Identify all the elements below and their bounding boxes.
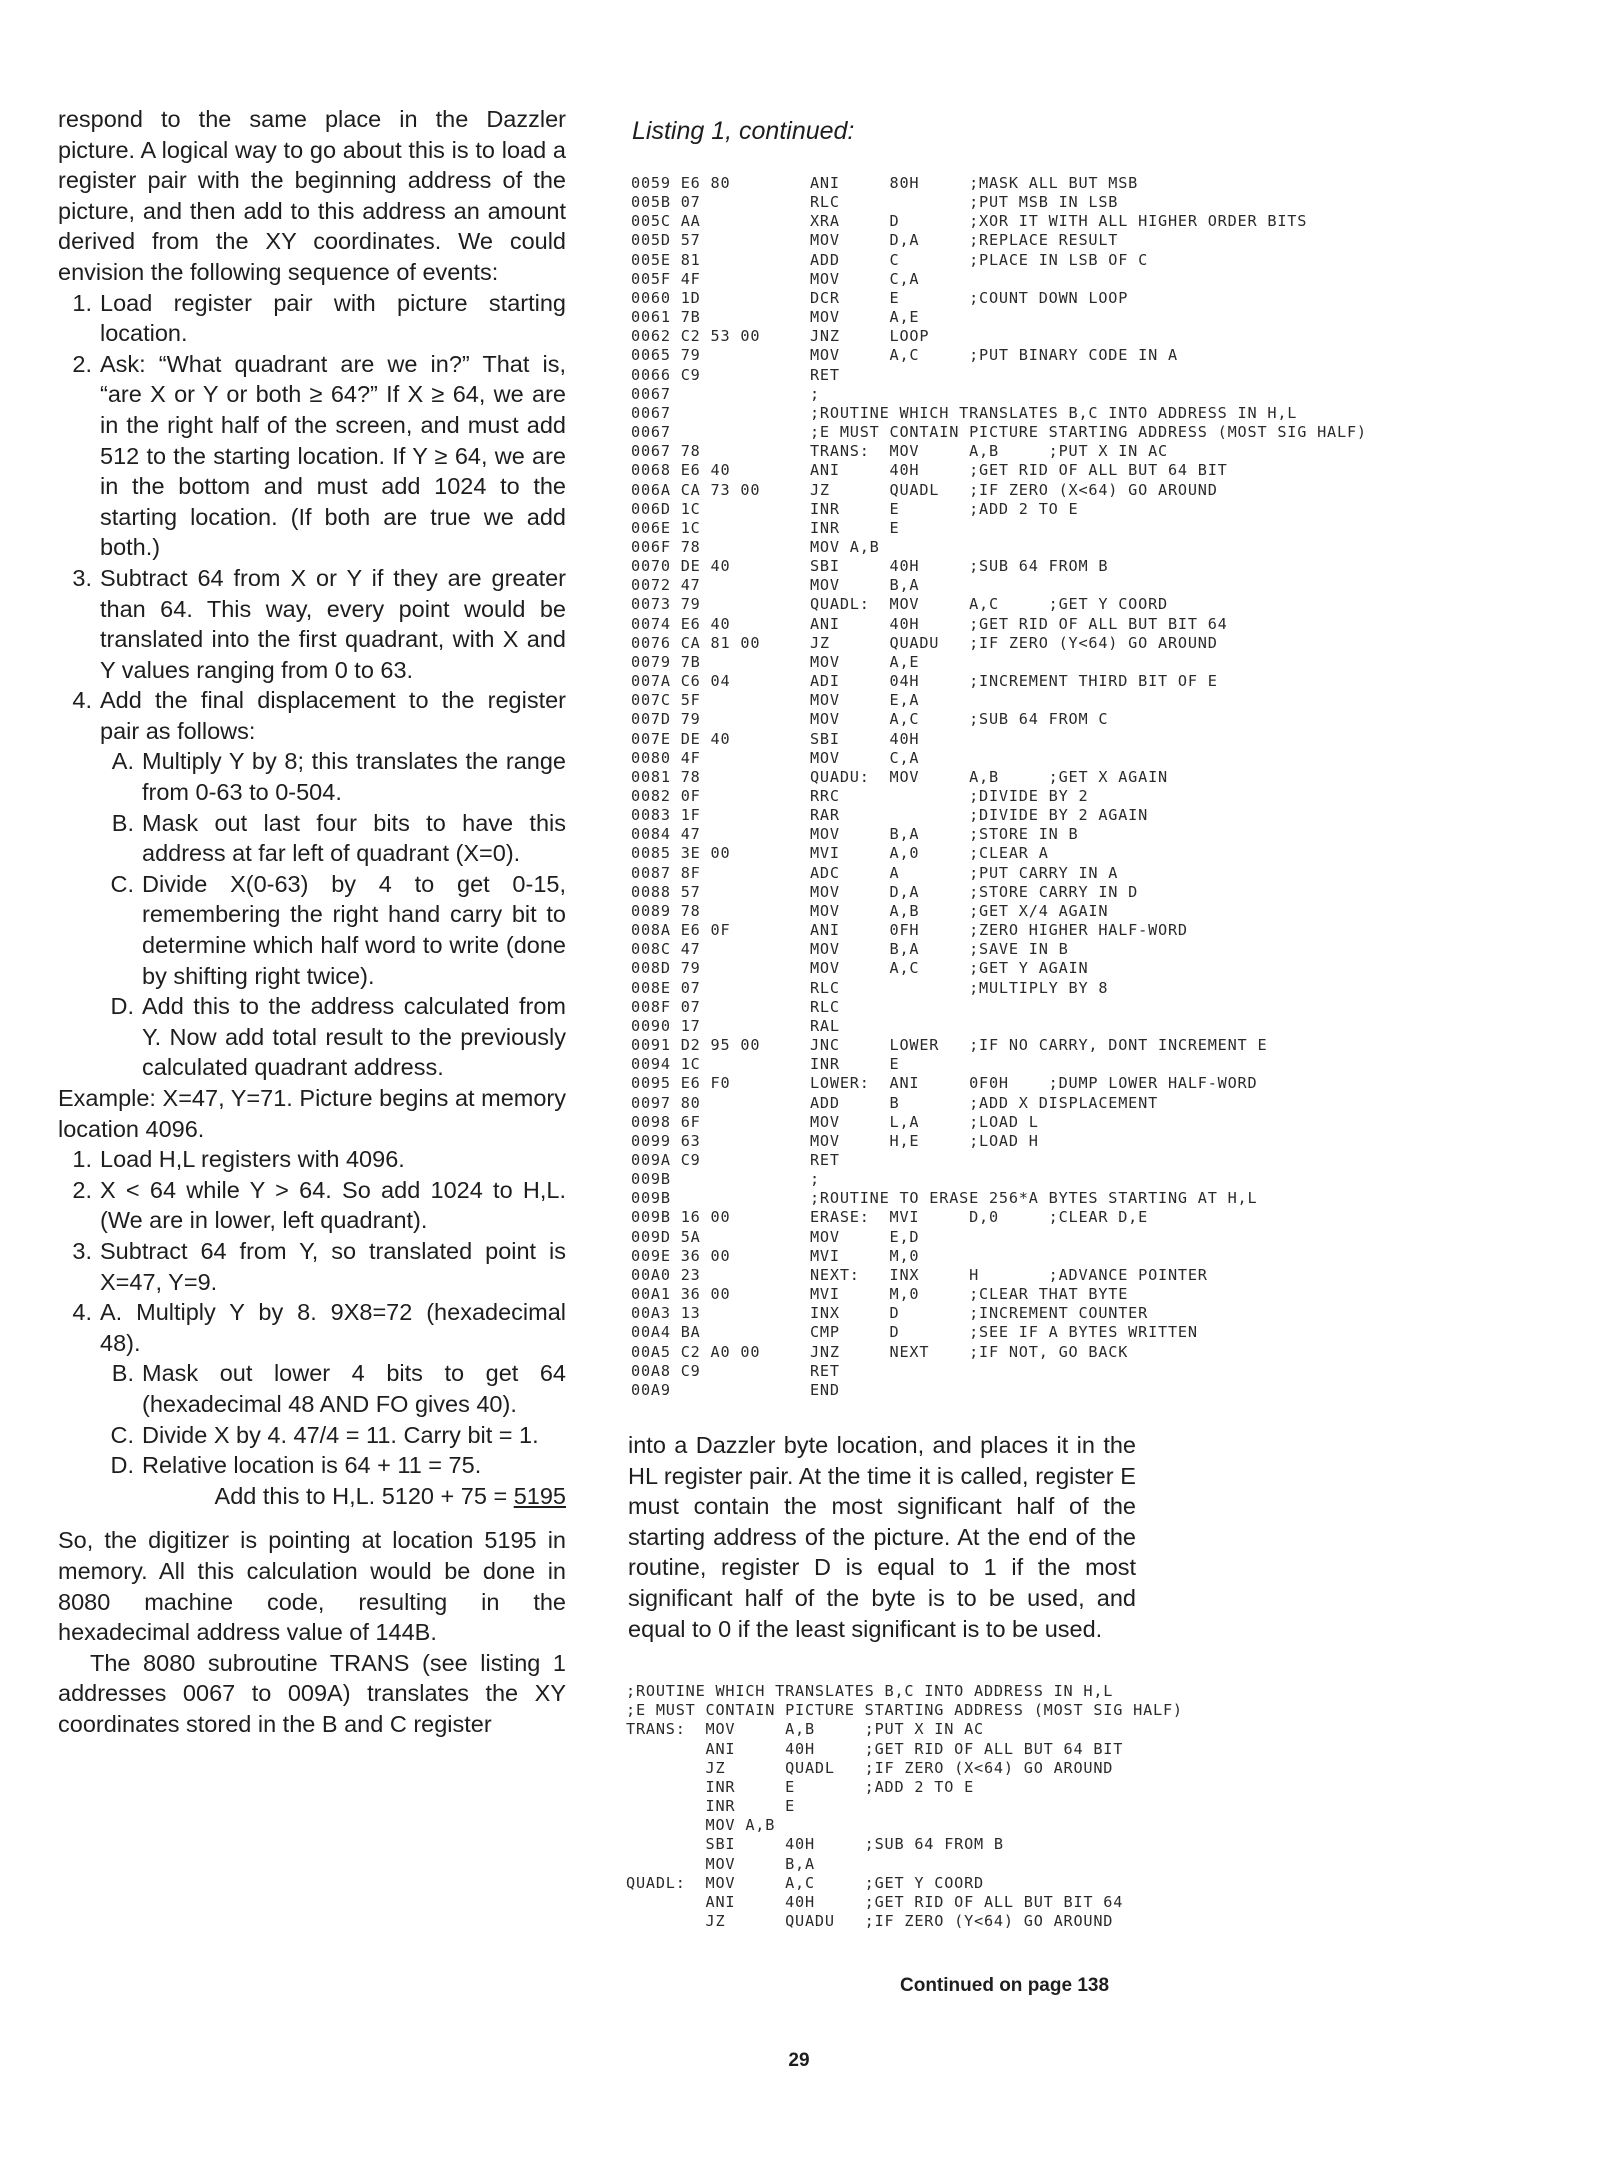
sub-text: Mask out lower 4 bits to get 64 (hexadecimal 48 AND FO gives 40).: [142, 1360, 566, 1417]
list-number: 4.: [72, 687, 92, 714]
sub-number: D.: [110, 993, 134, 1020]
right-column: [626, 104, 1506, 1931]
sub-number: C.: [110, 1421, 134, 1448]
list-text: Ask: “What quadrant are we in?” That is, “are X or Y or both ≥ 64?” If X ≥ 64, we are in the right half of the screen, and must add 512 to the starting location. If Y ≥ 64, we are in the bottom and must add 1024 to the starting location. (If both are true we add both.): [100, 350, 566, 561]
sub-item: [100, 1450, 566, 1481]
example-intro: Example: X=47, Y=71. Picture begins at memory location 4096.: [58, 1085, 566, 1142]
list-item: [58, 1358, 566, 1511]
list-number: 3.: [72, 564, 92, 591]
list-item: [58, 746, 566, 1083]
list-item: [58, 685, 566, 746]
list-text: X < 64 while Y > 64. So add 1024 to H,L. (We are in lower, left quadrant).: [100, 1176, 566, 1234]
sub-item: [100, 1420, 566, 1451]
add-line-result: 5195: [513, 1482, 566, 1509]
sub-item: [100, 869, 566, 991]
list-item: [58, 563, 566, 685]
list-item: [58, 1175, 566, 1236]
example-steps-list: [58, 1144, 566, 1511]
list-text: Subtract 64 from Y, so translated point is X=47, Y=9.: [100, 1237, 566, 1295]
listing-code: 0059 E6 80 ANI 80H ;MASK ALL BUT MSB 005B 07 RLC ;PUT MSB IN LSB 005C AA XRA D ;XOR IT WITH ALL HIGHER ORDER BITS 005D 57 MOV D,A ;REPLACE RESULT 005E 81 ADD C ;PLACE IN LSB OF C 005F 4F MOV C,A 0060 1D DCR E ;COUNT DOWN LOOP 0061 7B MOV A,E 0062 C2 53 00 JNZ LOOP 0065 79 MOV A,C ;PUT BINARY CODE IN A 0066 C9 RET 0067 ; 0067 ;ROUTINE WHICH TRANSLATES B,C INTO ADDRESS IN H,L 0067 ;E MUST CONTAIN PICTURE STARTING ADDRESS (MOST SIG HALF) 0067 78 TRANS: MOV A,B ;PUT X IN AC 0068 E6 40 ANI 40H ;GET RID OF ALL BUT 64 BIT 006A CA 73 00 JZ QUADL ;IF ZERO (X<64) GO AROUND 006D 1C INR E ;ADD 2 TO E 006E 1C INR E 006F 78 MOV A,B 0070 DE 40 SBI 40H ;SUB 64 FROM B 0072 47 MOV B,A 0073 79 QUADL: MOV A,C ;GET Y COORD 0074 E6 40 ANI 40H ;GET RID OF ALL BUT BIT 64 0076 CA 81 00 JZ QUADU ;IF ZERO (Y<64) GO AROUND 0079 7B MOV A,E 007A C6 04 ADI 04H ;INCREMENT THIRD BIT OF E 007C 5F MOV E,A 007D 79 MOV A,C ;SUB 64 FROM C 007E DE 40 SBI 40H 0080 4F MOV C,A 0081 78 QUADU: MOV A,B ;GET X AGAIN 0082 0F RRC ;DIVIDE BY 2 0083 1F RAR ;DIVIDE BY 2 AGAIN 0084 47 MOV B,A ;STORE IN B 0085 3E 00 MVI A,0 ;CLEAR A 0087 8F ADC A ;PUT CARRY IN A 0088 57 MOV D,A ;STORE CARRY IN D 0089 78 MOV A,B ;GET X/4 AGAIN 008A E6 0F ANI 0FH ;ZERO HIGHER HALF-WORD 008C 47 MOV B,A ;SAVE IN B 008D 79 MOV A,C ;GET Y AGAIN 008E 07 RLC ;MULTIPLY BY 8 008F 07 RLC 0090 17 RAL 0091 D2 95 00 JNC LOWER ;IF NO CARRY, DONT INCREMENT E 0094 1C INR E 0095 E6 F0 LOWER: ANI 0F0H ;DUMP LOWER HALF-WORD 0097 80 ADD B ;ADD X DISPLACEMENT 0098 6F MOV L,A ;LOAD L 0099 63 MOV H,E ;LOAD H 009A C9 RET 009B ; 009B ;ROUTINE TO ERASE 256*A BYTES STARTING AT H,L 009B 16 00 ERASE: MVI D,0 ;CLEAR D,E 009D 5A MOV E,D 009E 36 00 MVI M,0 00A0 23 NEXT: INX H ;ADVANCE POINTER 00A1 36 00 MVI M,0 ;CLEAR THAT BYTE 00A3 13 INX D ;INCREMENT COUNTER 00A4 BA CMP D ;SEE IF A BYTES WRITTEN 00A5 C2 A0 00 JNZ NEXT ;IF NOT, GO BACK 00A8 C9 RET 00A9 END: [631, 174, 1367, 1399]
list-item: [58, 288, 566, 349]
second-code-listing: ;ROUTINE WHICH TRANSLATES B,C INTO ADDRESS IN H,L ;E MUST CONTAIN PICTURE STARTING ADDRESS (MOST SIG HALF) TRANS: MOV A,B ;PUT X IN AC ANI 40H ;GET RID OF ALL BUT 64 BIT JZ QUADL ;IF ZERO (X<64) GO AROUND INR E ;ADD 2 TO E INR E MOV A,B SBI 40H ;SUB 64 FROM B MOV B,A QUADL: MOV A,C ;GET Y COORD ANI 40H ;GET RID OF ALL BUT BIT 64 JZ QUADU ;IF ZERO (Y<64) GO AROUND: [626, 1682, 1183, 1931]
page-number: 29: [788, 2050, 810, 2071]
sub-text: Divide X(0-63) by 4 to get 0-15, remembering the right hand carry bit to determine which half word to write (done by shifting right twice).: [142, 870, 566, 989]
sub-text: Add this to the address calculated from Y. Now add total result to the previously calculated quadrant address.: [142, 993, 566, 1081]
list-number: 1.: [72, 1146, 92, 1173]
mid-paragraph-block: [628, 1430, 1136, 1644]
listing-title: Listing 1, continued:: [632, 117, 855, 145]
list-number: 4.: [72, 1299, 92, 1326]
list-item: [58, 1236, 566, 1297]
add-line-prefix: Add this to H,L. 5120 + 75 =: [214, 1482, 514, 1509]
sub-number: B.: [111, 1360, 134, 1387]
sub-text: Relative location is 64 + 11 = 75.: [142, 1452, 482, 1479]
list-number: 2.: [72, 1176, 92, 1203]
continued-note: Continued on page 138: [900, 1975, 1110, 1996]
list-item: [58, 1297, 566, 1358]
sub-item: [100, 808, 566, 869]
sub-number: D.: [110, 1452, 134, 1479]
event-sequence-list: [58, 288, 566, 1083]
sub-item: [100, 1481, 566, 1512]
list-text: Add the final displacement to the register pair as follows:: [100, 687, 566, 744]
list-number: 1.: [72, 289, 92, 316]
sub-item: [100, 1358, 566, 1419]
list-item: [58, 349, 566, 563]
sub-text: Divide X by 4. 47/4 = 11. Carry bit = 1.: [142, 1421, 539, 1448]
list-number: 3.: [72, 1237, 92, 1264]
trans-paragraph: The 8080 subroutine TRANS (see listing 1 addresses 0067 to 009A) translates the XY coordinates stored in the B and C register: [58, 1649, 566, 1737]
left-column: [58, 104, 566, 1739]
sub-text: Mask out last four bits to have this address at far left of quadrant (X=0).: [142, 809, 566, 867]
sub-number: B.: [111, 809, 134, 836]
list-text: Load register pair with picture starting location.: [100, 289, 566, 347]
list-item: [58, 1144, 566, 1175]
list-text: A. Multiply Y by 8. 9X8=72 (hexadecimal 48).: [100, 1299, 566, 1356]
list-text: Subtract 64 from X or Y if they are greater than 64. This way, every point would be translated into the first quadrant, with X and Y values ranging from 0 to 63.: [100, 564, 566, 683]
sub-number: A.: [111, 748, 134, 775]
sub-text: Multiply Y by 8; this translates the range from 0-63 to 0-504.: [142, 748, 566, 806]
sub-item: [100, 991, 566, 1083]
sub-number: C.: [110, 870, 134, 897]
intro-paragraph: respond to the same place in the Dazzler picture. A logical way to go about this is to load a register pair with the beginning address of the picture, and then add to this address an amount derived from the XY coordinates. We could envision the following sequence of events:: [58, 106, 566, 285]
digitizer-paragraph: So, the digitizer is pointing at location 5195 in memory. All this calculation would be done in 8080 machine code, resulting in the hexadecimal address value of 144B.: [58, 1527, 566, 1646]
list-text: Load H,L registers with 4096.: [100, 1146, 405, 1173]
list-number: 2.: [72, 350, 92, 377]
mid-paragraph: into a Dazzler byte location, and places it in the HL register pair. At the time it is called, register E must contain the most significant half of the starting address of the picture. At the end of the routine, register D is equal to 1 if the most significant half of the byte is to be used, and equal to 0 if the least significant is to be used.: [628, 1432, 1136, 1642]
sub-item: [100, 746, 566, 807]
